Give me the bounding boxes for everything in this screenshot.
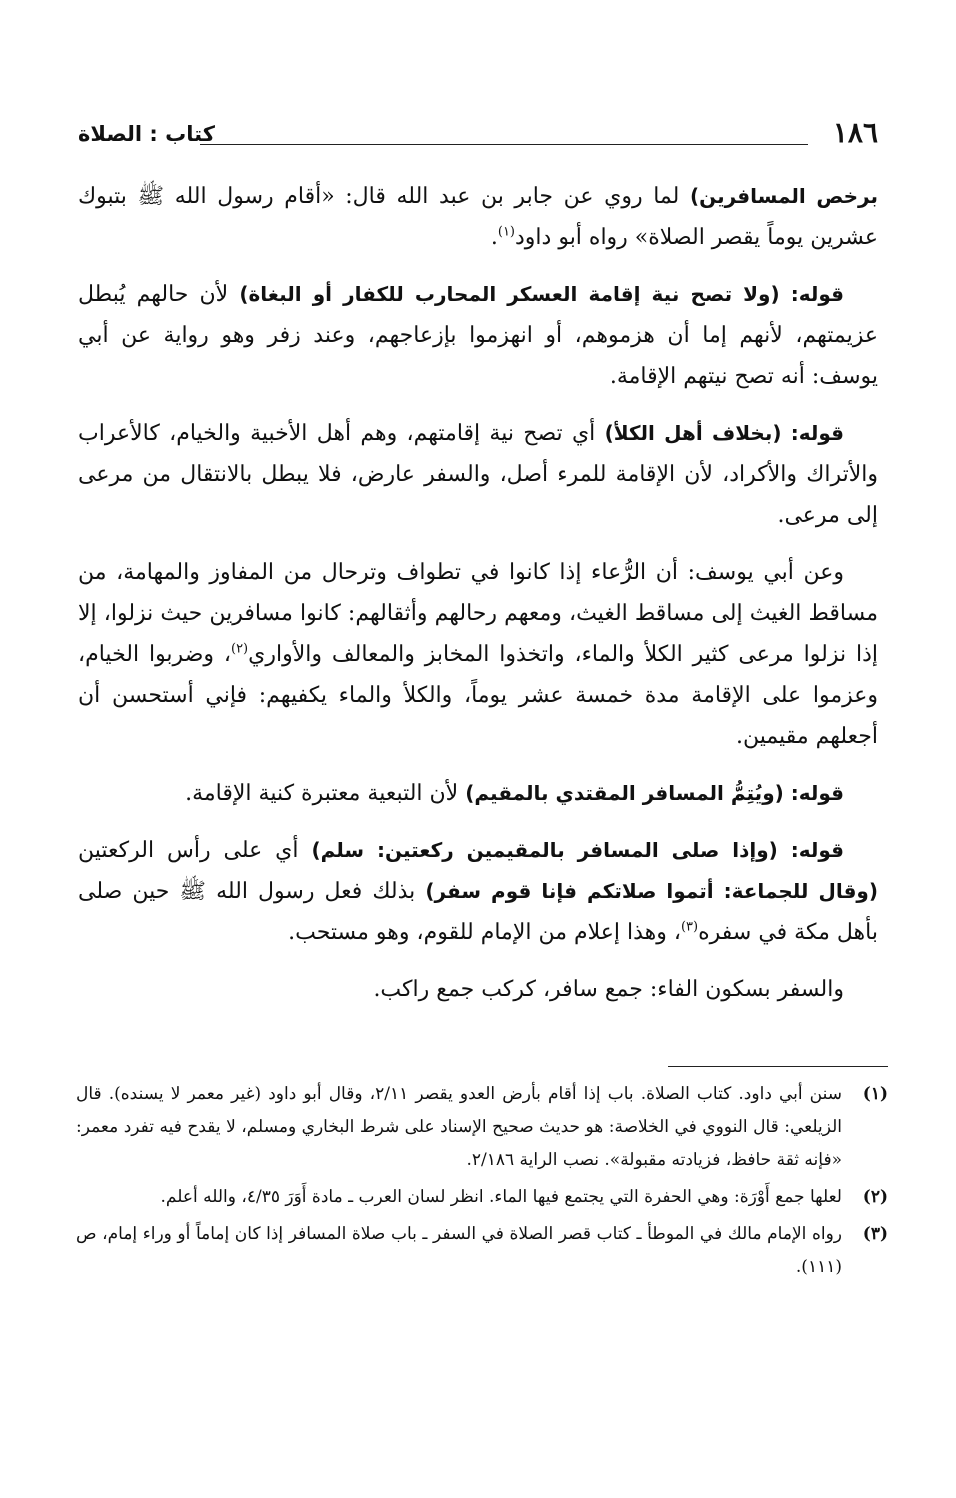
commentary-text: لأن حالهم يُبطل عزيمتهم، لأنهم إما أن هزموهم، أو انهزموا بإزعاجهم، وعند زفر وهو رواية عن أبي يوسف: أنه تصح نيتهم الإقامة. bbox=[78, 282, 878, 389]
footnote-number: (٢) bbox=[862, 1187, 888, 1207]
paragraph-7 bbox=[78, 969, 878, 1010]
commentary-text: أي على رأس الركعتين bbox=[78, 838, 312, 863]
footnote-2 bbox=[76, 1181, 888, 1214]
paragraph-1 bbox=[78, 176, 878, 258]
commentary-text: والسفر بسكون الفاء: جمع سافر، كركب جمع راكب. bbox=[373, 977, 844, 1002]
main-text bbox=[78, 176, 878, 1026]
commentary-text: أي تصح نية إقامتهم، وهم أهل الأخبية والخيام، كالأعراب والأتراك والأكراد، لأن الإقامة للمرء أصل، والسفر عارض، فلا يبطل بالانتقال من مرعى إلى مرعى. bbox=[78, 421, 878, 528]
commentary-text: ، وضربوا الخيام، وعزموا على الإقامة مدة خمسة عشر يوماً، والكلأ والماء يكفيهم: فإني أستحسن أن أجعلهم مقيمين. bbox=[78, 642, 878, 749]
footnote-ref-2[interactable]: (٢) bbox=[230, 641, 249, 657]
footnote-number: (١) bbox=[862, 1084, 888, 1104]
paragraph-4 bbox=[78, 552, 878, 757]
footnote-ref-1[interactable]: (١) bbox=[497, 224, 515, 240]
footnote-text: سنن أبي داود. كتاب الصلاة. باب إذا أقام بأرض العدو يقصر ٢/١١، وقال أبو داود (غير معمر لا يسنده). قال الزيلعي: قال النووي في الخلاصة: هو حديث صحيح الإسناد على شرط البخاري ومسلم، لا يقدح فيه تفرد معمر: «فإنه ثقة حافظ، فزيادته مقبولة». نصب الراية ٢/١٨٦. bbox=[76, 1084, 842, 1170]
page-header bbox=[78, 116, 878, 156]
footnote-text: لعلها جمع أَوْرَة: وهي الحفرة التي يجتمع فيها الماء. انظر لسان العرب ـ مادة أَوَرَ ٤/٣٥، والله أعلم. bbox=[160, 1187, 842, 1207]
footnote-3 bbox=[76, 1218, 888, 1284]
running-title: كتاب : الصلاة bbox=[78, 122, 215, 146]
sentence-end: . bbox=[490, 225, 498, 250]
page-number: ١٨٦ bbox=[832, 116, 878, 149]
quoted-text: قوله: (وإذا صلى المسافر بالمقيمين ركعتين: سلم) bbox=[311, 838, 844, 862]
quoted-text: برخص المسافرين) bbox=[689, 184, 878, 208]
quoted-text: قوله: (ويُتِمُّ المسافر المقتدي بالمقيم) bbox=[465, 781, 844, 805]
footnote-ref-3[interactable]: (٣) bbox=[680, 919, 699, 935]
quoted-text: قوله: (بخلاف أهل الكلأ) bbox=[604, 421, 844, 445]
paragraph-5 bbox=[78, 773, 878, 814]
footnote-text: رواه الإمام مالك في الموطأ ـ كتاب قصر الصلاة في السفر ـ باب صلاة المسافر إذا كان إماماً أو وراء إمام، ص (١١١). bbox=[76, 1224, 842, 1277]
commentary-text: لأن التبعية معتبرة كنية الإقامة. bbox=[185, 781, 466, 806]
header-rule bbox=[200, 144, 808, 145]
commentary-text: بذلك فعل رسول الله ﷺ حين صلى بأهل مكة في سفره bbox=[78, 879, 878, 945]
quoted-text: قوله: (ولا تصح نية إقامة العسكر المحارب للكفار أو البغاة) bbox=[239, 282, 844, 306]
quoted-text: (وقال للجماعة: أتموا صلاتكم فإنا قوم سفر) bbox=[425, 879, 879, 903]
commentary-text: ، وهذا إعلام من الإمام للقوم، وهو مستحب. bbox=[288, 920, 681, 945]
footnotes bbox=[76, 1078, 888, 1288]
footnote-number: (٣) bbox=[862, 1224, 888, 1244]
commentary-text: وعن أبي يوسف: أن الرُّعاء إذا كانوا في تطواف وترحال من المفاوز والمهامة، من مساقط الغيث إلى مساقط الغيث، ومعهم رحالهم وأثقالهم: كانوا مسافرين حيث نزلوا، إلا إذا نزلوا مرعى كثير الكلأ والماء، واتخذوا المخابز والمعالف والأواري bbox=[78, 560, 879, 667]
footnote-1 bbox=[76, 1078, 888, 1177]
paragraph-6 bbox=[78, 830, 878, 953]
commentary-text: لما روي عن جابر بن عبد الله قال: «أقام رسول الله ﷺ بتبوك عشرين يوماً يقصر الصلاة» رواه أبو داود bbox=[78, 184, 878, 250]
paragraph-2 bbox=[78, 274, 878, 397]
paragraph-3 bbox=[78, 413, 878, 536]
footnote-separator bbox=[668, 1066, 888, 1067]
